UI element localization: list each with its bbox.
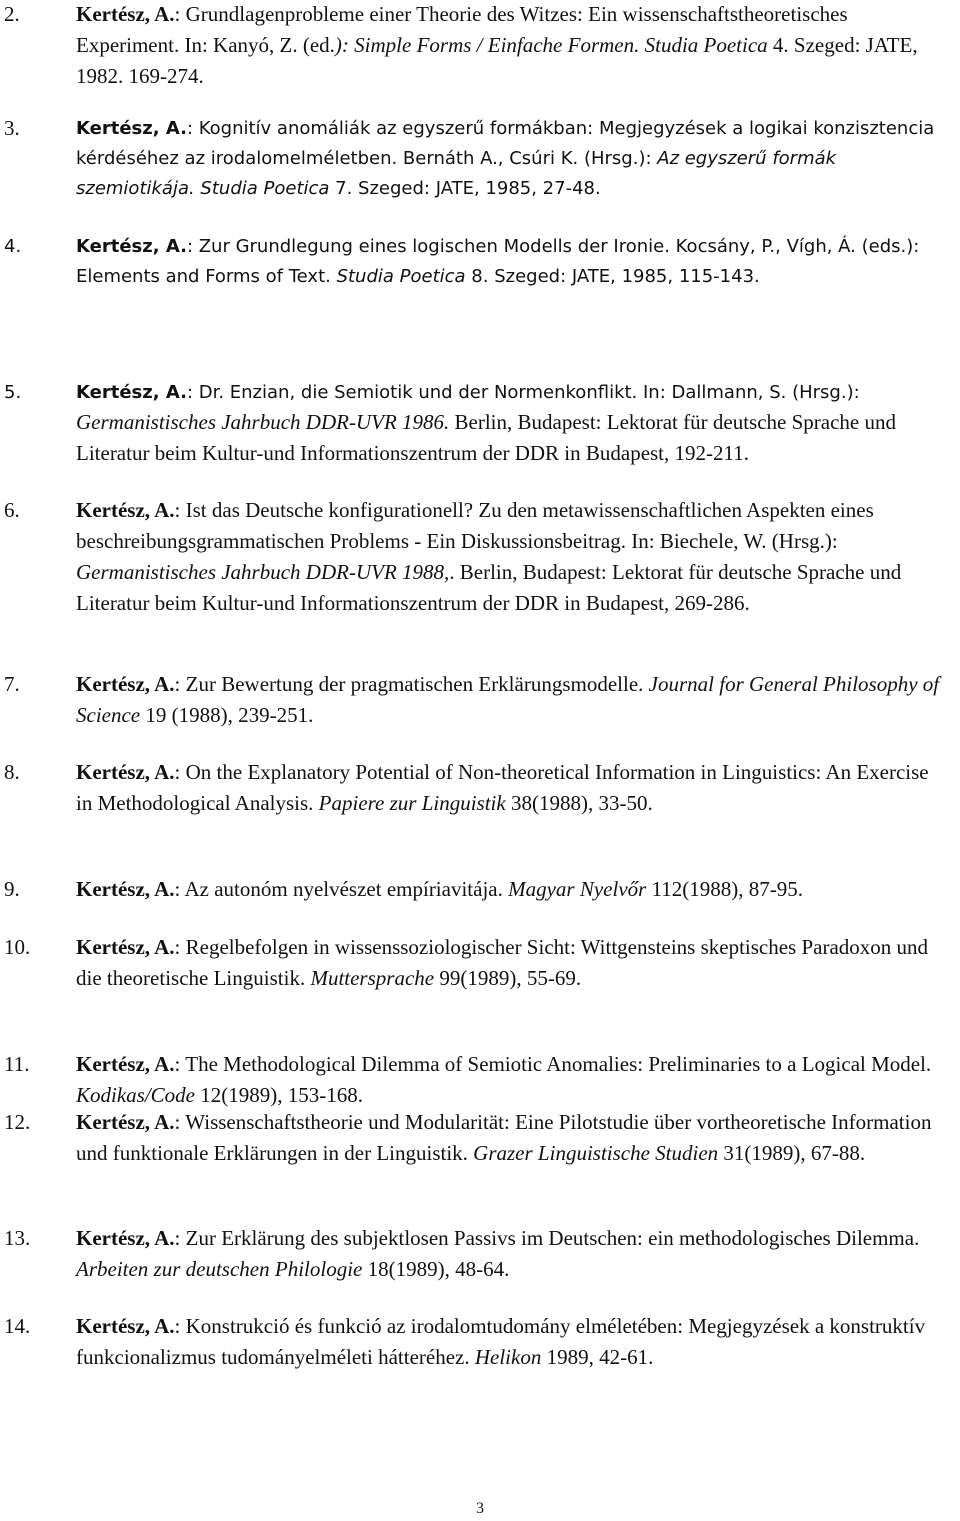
entry-text-segment: : Zur Bewertung der pragmatischen Erklärungsmodelle. [174, 672, 649, 696]
bibliography-entry [0, 875, 940, 906]
entry-text-segment: 1989, 42-61. [541, 1345, 654, 1369]
entry-text-segment: : Dr. Enzian, die Semiotik und der Normenkonflikt. In: Dallmann, S. (Hrsg.): [186, 382, 860, 403]
entry-text-segment: Berlin, Budapest: Lektorat für deutsche Sprache und Literatur beim Kultur-und Informationszentrum der DDR in Budapest, 192-211. [76, 410, 896, 465]
entry-author: Kertész, A. [76, 382, 187, 403]
bibliography-entry [0, 114, 940, 204]
bibliography-entry [0, 1050, 940, 1112]
bibliography-entry [0, 758, 940, 820]
entry-text-segment: : Konstrukció és funkció az irodalomtudomány elméletében: Megjegyzések a konstruktív funkcionalizmus tudományelméleti hátteréhez. [76, 1314, 926, 1369]
entry-author: Kertész, A. [76, 935, 175, 959]
entry-number: 3. [4, 116, 20, 140]
entry-number: 2. [4, 2, 20, 26]
entry-text [76, 114, 940, 204]
entry-text-segment: : Zur Erklärung des subjektlosen Passivs im Deutschen: ein methodologisches Dilemma. [174, 1226, 920, 1250]
page-number: 3 [476, 1500, 484, 1517]
entry-text [76, 378, 940, 470]
entry-source-title: Muttersprache [310, 966, 435, 990]
entry-author: Kertész, A. [76, 1226, 175, 1250]
entry-text [76, 0, 940, 93]
entry-author: Kertész, A. [76, 1110, 175, 1134]
entry-text-segment: : On the Explanatory Potential of Non-theoretical Information in Linguistics: An Exercise in Methodological Analysis. [76, 760, 929, 815]
entry-text-segment: 112(1988), 87-95. [646, 877, 804, 901]
entry-number: 13. [4, 1226, 31, 1250]
entry-text-segment: 99(1989), 55-69. [434, 966, 582, 990]
entry-number: 9. [4, 877, 20, 901]
entry-text [76, 670, 940, 732]
entry-number: 5. [4, 382, 22, 403]
entry-source-title: Journal for General Philosophy of Science [76, 672, 940, 727]
bibliography-entry [0, 0, 940, 93]
entry-text-segment: : Regelbefolgen in wissenssoziologischer Sicht: Wittgensteins skeptisches Paradoxon und die theoretische Linguistik. [76, 935, 929, 990]
entry-number: 4. [4, 236, 22, 257]
entry-number: 11. [4, 1052, 30, 1076]
entry-author: Kertész, A. [76, 118, 187, 139]
entry-number: 8. [4, 760, 20, 784]
entry-author: Kertész, A. [76, 2, 175, 26]
entry-text [76, 1312, 940, 1374]
entry-text-segment: : Kognitív anomáliák az egyszerű formákban: Megjegyzések a logikai konzisztencia kérdéséhez az irodalomelméletben. Bernáth A., Csúri K. (Hrsg.): [76, 118, 935, 169]
entry-text-segment: : Wissenschaftstheorie und Modularität: Eine Pilotstudie über vortheoretische Information und funktionale Erklärungen in der Linguistik. [76, 1110, 932, 1165]
entry-text-segment: 12(1989), 153-168. [195, 1083, 363, 1107]
entry-source-title: Germanistisches Jahrbuch DDR-UVR 1986. [76, 410, 450, 434]
entry-text-segment: 19 (1988), 239-251. [140, 703, 314, 727]
entry-author: Kertész, A. [76, 672, 175, 696]
entry-text-segment: : Zur Grundlegung eines logischen Modells der Ironie. Kocsány, P., Vígh, Á. (eds.): Elements and Forms of Text. [76, 236, 920, 287]
bibliography-entry [0, 933, 940, 995]
entry-source-title: Magyar Nyelvőr [508, 877, 647, 901]
entry-text-segment: 31(1989), 67-88. [718, 1141, 866, 1165]
entry-source-title: Kodikas/Code [76, 1083, 195, 1107]
entry-source-title: Az egyszerű formák szemiotikája. Studia Poetica [76, 148, 837, 199]
entry-number: 12. [4, 1110, 31, 1134]
bibliography-entry [0, 378, 940, 470]
entry-text [76, 933, 940, 995]
entry-text-segment: : The Methodological Dilemma of Semiotic Anomalies: Preliminaries to a Logical Model. [174, 1052, 932, 1076]
entry-author: Kertész, A. [76, 1314, 175, 1338]
entry-author: Kertész, A. [76, 498, 175, 522]
entry-author: Kertész, A. [76, 236, 187, 257]
entry-text [76, 1050, 940, 1112]
entry-source-title: Studia Poetica [336, 266, 466, 287]
entry-source-title: ): Simple Forms / Einfache Formen. Studia Poetica [334, 33, 768, 57]
entry-source-title: Papiere zur Linguistik [318, 791, 506, 815]
bibliography-entry [0, 670, 940, 732]
entry-text-segment: : Ist das Deutsche konfigurationell? Zu den metawissenschaftlichen Aspekten eines beschreibungsgrammatischen Problems - Ein Diskussionsbeitrag. In: Biechele, W. (Hrsg.): [76, 498, 874, 553]
entry-text-segment: 18(1989), 48-64. [362, 1257, 510, 1281]
entry-text [76, 1108, 940, 1170]
entry-text-segment: 7. Szeged: JATE, 1985, 27-48. [329, 178, 601, 199]
entry-text-segment: . Berlin, Budapest: Lektorat für deutsche Sprache und Literatur beim Kultur-und Informationszentrum der DDR in Budapest, 269-286. [76, 560, 902, 615]
entry-number: 6. [4, 498, 20, 522]
entry-text [76, 758, 940, 820]
entry-text-segment: : Az autonóm nyelvészet empíriavitája. [174, 877, 509, 901]
entry-text-segment: 8. Szeged: JATE, 1985, 115-143. [465, 266, 760, 287]
entry-author: Kertész, A. [76, 760, 175, 784]
entry-number: 10. [4, 935, 31, 959]
entry-text [76, 496, 940, 620]
entry-author: Kertész, A. [76, 877, 175, 901]
entry-source-title: Germanistisches Jahrbuch DDR-UVR 1988, [76, 560, 450, 584]
bibliography-entry [0, 1312, 940, 1374]
entry-number: 7. [4, 672, 20, 696]
bibliography-entry [0, 1108, 940, 1170]
entry-number: 14. [4, 1314, 31, 1338]
entry-text [76, 875, 940, 906]
entry-author: Kertész, A. [76, 1052, 175, 1076]
entry-text-segment: : Grundlagenprobleme einer Theorie des Witzes: Ein wissenschaftstheoretisches Experiment. In: Kanyó, Z. (ed. [76, 2, 848, 57]
bibliography-entry [0, 1224, 940, 1286]
entry-text [76, 232, 940, 292]
entry-text [76, 1224, 940, 1286]
entry-text-segment: 38(1988), 33-50. [505, 791, 653, 815]
entry-source-title: Grazer Linguistische Studien [473, 1141, 719, 1165]
entry-source-title: Helikon [474, 1345, 542, 1369]
bibliography-entry [0, 232, 940, 292]
entry-text-segment: 4. Szeged: JATE, 1982. 169-274. [76, 33, 918, 88]
entry-source-title: Arbeiten zur deutschen Philologie [76, 1257, 363, 1281]
bibliography-entry [0, 496, 940, 620]
